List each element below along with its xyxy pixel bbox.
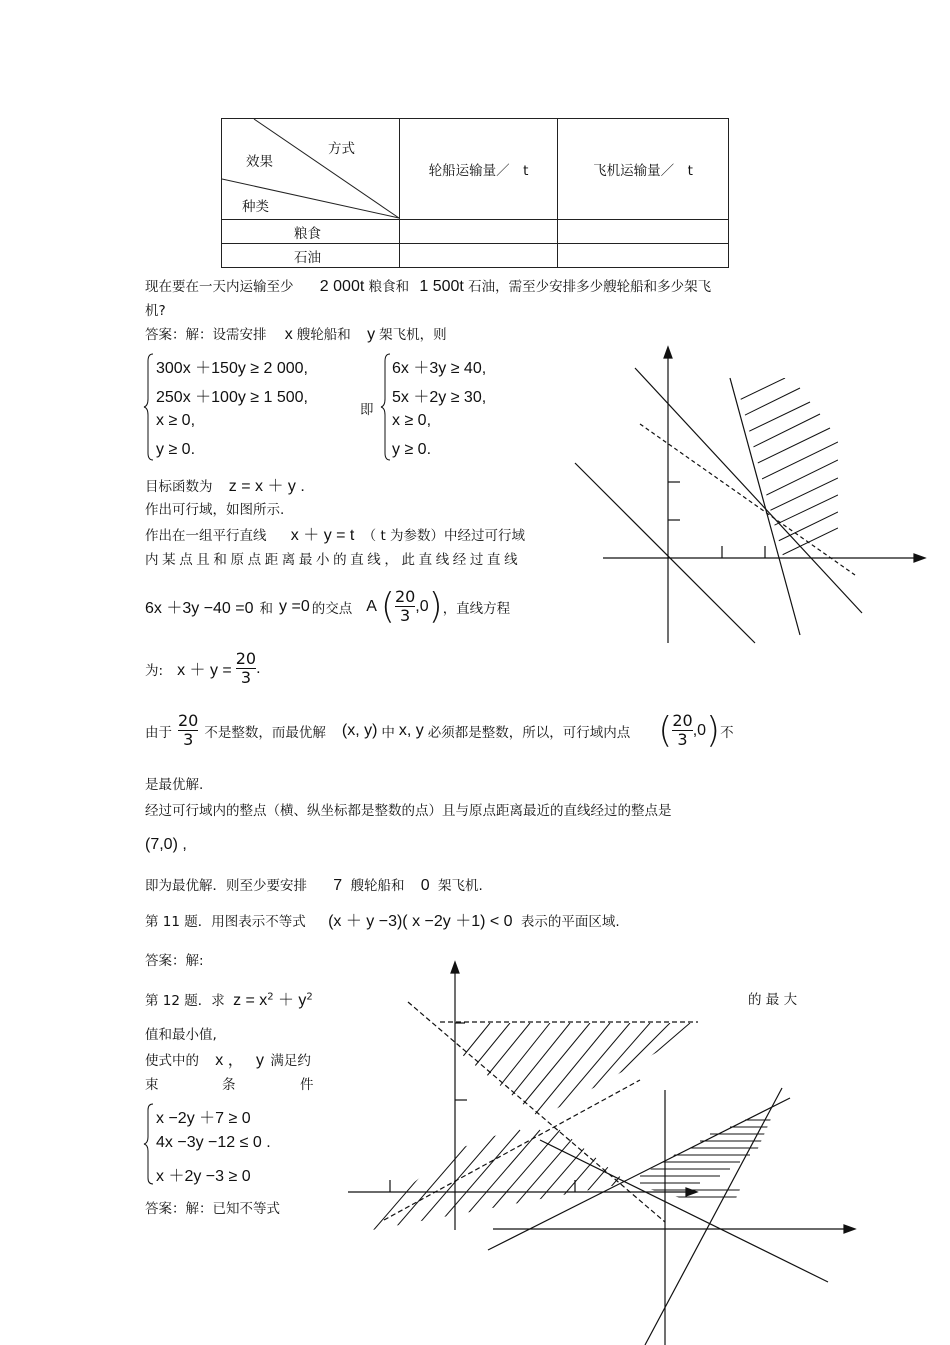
- sys2-line2: 5x ＋2y ≥ 30,: [392, 389, 487, 406]
- row-grain-plane: [558, 220, 729, 244]
- q12-line3: 使式中的 x ， y 满足约: [145, 1052, 311, 1069]
- optimal-point: (7,0) ,: [145, 836, 187, 853]
- left-brace-1: [144, 353, 154, 461]
- corner-bottom-label: 种类: [242, 199, 269, 215]
- corner-top-label: 方式: [328, 141, 355, 157]
- transport-table: [221, 118, 729, 268]
- row-oil-plane: [558, 244, 729, 268]
- problem-line1: 现在要在一天内运输至少 2 000t 粮食和 1 500t 石油，需至少安排多少艘轮船和多少架飞: [145, 278, 712, 295]
- problem-line2: 机?: [145, 303, 166, 319]
- feasible-line: 作出可行域，如图所示.: [145, 502, 285, 518]
- q12-line4-c: 件: [300, 1077, 314, 1093]
- since-line: 由于 $\frac{20}{3}$ 不是整数，而最优解 (x, y) 中 x, y 必须都是整数，所以，可行域内点 ( $\frac{20}{3}$ ,0 ) 不: [145, 710, 734, 751]
- sys1-line4: y ≥ 0.: [156, 441, 196, 458]
- parallel-line2: 内某点且和原点距离最小的直线，此直线经过直线: [145, 552, 522, 568]
- not-optimal-line: 是最优解.: [145, 777, 204, 793]
- q12-tail: 的 最 大: [748, 992, 798, 1008]
- row-grain-label: 粮食: [222, 220, 400, 244]
- sys2-line1: 6x ＋3y ≥ 40,: [392, 360, 487, 377]
- sys2-line3: x ≥ 0,: [392, 412, 432, 429]
- row-oil-ship: [400, 244, 558, 268]
- q12-sys-line2: 4x −3y −12 ≤ 0 .: [156, 1134, 271, 1151]
- integer-point-line: 经过可行域内的整点（横、纵坐标都是整数的点）且与原点距离最近的直线经过的整点是: [145, 803, 672, 819]
- row-oil-label: 石油: [222, 244, 400, 268]
- q11-line: 第 11 题．用图表示不等式 (x ＋ y −3)( x −2y ＋1) < 0 表示的平面区域.: [145, 913, 620, 930]
- header-ship: 轮船运输量／ t: [400, 119, 558, 220]
- objective-line: 目标函数为 z = x ＋ y .: [145, 478, 305, 495]
- left-brace-2: [381, 353, 391, 461]
- q12-sys-line3: x ＋2y −3 ≥ 0: [156, 1168, 251, 1185]
- q12-sys-line1: x −2y ＋7 ≥ 0: [156, 1110, 251, 1127]
- q12-line4-b: 条: [222, 1077, 236, 1093]
- sys2-line4: y ≥ 0.: [392, 441, 432, 458]
- q11-answer: 答案：解:: [145, 953, 204, 969]
- sys1-line3: x ≥ 0,: [156, 412, 196, 429]
- header-plane: 飞机运输量／ t: [558, 119, 729, 220]
- q12-line: 第 12 题．求 $z = x^2 + y^2$: [145, 991, 313, 1009]
- q12-answer: 答案：解：已知不等式: [145, 1201, 280, 1217]
- parallel-line: 作出在一组平行直线 x ＋ y = t （ t 为参数）中经过可行域: [145, 527, 526, 544]
- ji-label: 即: [360, 402, 374, 418]
- sys1-line2: 250x ＋100y ≥ 1 500,: [156, 389, 308, 406]
- intersection-line: 6x ＋3y −40 =0 和 y =0 的交点 A ( $\frac{20}{3}$ ,0 ) ，直线方程: [145, 586, 511, 627]
- row-grain-ship: [400, 220, 558, 244]
- final-answer-line: 即为最优解．则至少要安排 7 艘轮船和 0 架飞机.: [145, 877, 483, 894]
- answer1-intro: 答案：解：设需安排 x 艘轮船和 y 架飞机，则: [145, 326, 447, 343]
- sys1-line1: 300x ＋150y ≥ 2 000,: [156, 360, 308, 377]
- q12-line2: 值和最小值,: [145, 1027, 217, 1043]
- left-brace-3: [144, 1103, 154, 1185]
- line-equation: 为: x ＋ y = $\frac{20}{3}$ .: [145, 649, 261, 687]
- corner-mid-label: 效果: [246, 154, 273, 170]
- q12-line4-a: 束: [145, 1077, 159, 1093]
- table-corner-cell: [222, 119, 400, 220]
